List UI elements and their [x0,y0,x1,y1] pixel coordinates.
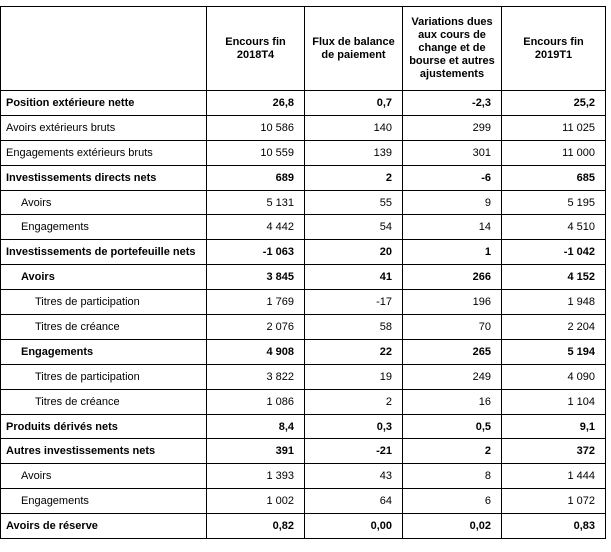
row-value: 26,8 [207,91,305,116]
row-value: 685 [502,165,606,190]
row-label: Engagements extérieurs bruts [1,140,207,165]
row-label: Engagements [1,489,207,514]
table-row [1,240,606,265]
row-value: 3 822 [207,364,305,389]
row-value: 14 [403,215,502,240]
row-value: 1 [403,240,502,265]
row-value: 0,7 [305,91,403,116]
row-value: 55 [305,190,403,215]
table-row [1,439,606,464]
row-value: 9 [403,190,502,215]
row-label: Position extérieure nette [1,91,207,116]
row-label: Avoirs [1,190,207,215]
row-value: 2 204 [502,315,606,340]
table-row [1,489,606,514]
row-label: Avoirs extérieurs bruts [1,115,207,140]
row-value: 5 194 [502,339,606,364]
row-label: Titres de créance [1,389,207,414]
header-encours-2018t4: Encours fin 2018T4 [207,7,305,91]
row-value: 4 510 [502,215,606,240]
row-value: 5 131 [207,190,305,215]
row-label: Avoirs [1,265,207,290]
row-value: 70 [403,315,502,340]
row-value: -17 [305,290,403,315]
row-value: -2,3 [403,91,502,116]
row-label: Titres de créance [1,315,207,340]
row-value: 8,4 [207,414,305,439]
table-row [1,115,606,140]
table-row [1,315,606,340]
header-variations: Variations dues aux cours de change et de bourse et autres ajustements [403,7,502,91]
header-flux-balance: Flux de balance de paiement [305,7,403,91]
table-row [1,464,606,489]
row-value: 1 948 [502,290,606,315]
row-value: 139 [305,140,403,165]
row-label: Investissements directs nets [1,165,207,190]
row-value: 266 [403,265,502,290]
row-value: 11 025 [502,115,606,140]
row-value: 0,83 [502,514,606,539]
table-row [1,364,606,389]
row-label: Investissements de portefeuille nets [1,240,207,265]
row-value: 4 152 [502,265,606,290]
row-value: 1 769 [207,290,305,315]
header-label-column [1,7,207,91]
row-label: Engagements [1,215,207,240]
row-value: 2 [305,389,403,414]
row-value: -1 063 [207,240,305,265]
row-value: 249 [403,364,502,389]
row-label: Engagements [1,339,207,364]
row-value: 5 195 [502,190,606,215]
table-row [1,140,606,165]
header-row [1,7,606,91]
row-value: 20 [305,240,403,265]
row-label: Produits dérivés nets [1,414,207,439]
table-row [1,339,606,364]
row-value: 4 090 [502,364,606,389]
row-value: 43 [305,464,403,489]
row-value: 299 [403,115,502,140]
row-value: 22 [305,339,403,364]
row-value: 391 [207,439,305,464]
row-value: -21 [305,439,403,464]
external-position-table [0,6,606,539]
header-encours-2019t1: Encours fin 2019T1 [502,7,606,91]
table-row [1,414,606,439]
row-value: 10 586 [207,115,305,140]
table-row [1,514,606,539]
row-value: 6 [403,489,502,514]
row-value: 689 [207,165,305,190]
row-value: 0,3 [305,414,403,439]
row-value: 3 845 [207,265,305,290]
row-label: Avoirs de réserve [1,514,207,539]
row-value: 140 [305,115,403,140]
row-value: 16 [403,389,502,414]
table-body [1,91,606,539]
row-label: Autres investissements nets [1,439,207,464]
row-value: 54 [305,215,403,240]
table-row [1,215,606,240]
row-value: 11 000 [502,140,606,165]
row-value: 301 [403,140,502,165]
row-value: 196 [403,290,502,315]
row-value: -6 [403,165,502,190]
row-value: 1 002 [207,489,305,514]
row-value: 0,02 [403,514,502,539]
row-value: 2 076 [207,315,305,340]
table-row [1,265,606,290]
row-value: 10 559 [207,140,305,165]
row-value: 0,82 [207,514,305,539]
row-value: 8 [403,464,502,489]
row-value: 19 [305,364,403,389]
table-row [1,190,606,215]
row-value: 1 072 [502,489,606,514]
row-value: 4 908 [207,339,305,364]
row-label: Titres de participation [1,364,207,389]
row-value: 9,1 [502,414,606,439]
row-label: Avoirs [1,464,207,489]
table-row [1,91,606,116]
row-value: 4 442 [207,215,305,240]
row-value: 41 [305,265,403,290]
table-row [1,389,606,414]
row-value: 0,00 [305,514,403,539]
row-value: 1 393 [207,464,305,489]
table-row [1,165,606,190]
row-value: -1 042 [502,240,606,265]
row-label: Titres de participation [1,290,207,315]
row-value: 1 444 [502,464,606,489]
row-value: 0,5 [403,414,502,439]
row-value: 2 [403,439,502,464]
row-value: 64 [305,489,403,514]
row-value: 2 [305,165,403,190]
row-value: 25,2 [502,91,606,116]
table-row [1,290,606,315]
row-value: 372 [502,439,606,464]
row-value: 1 104 [502,389,606,414]
row-value: 265 [403,339,502,364]
row-value: 58 [305,315,403,340]
row-value: 1 086 [207,389,305,414]
